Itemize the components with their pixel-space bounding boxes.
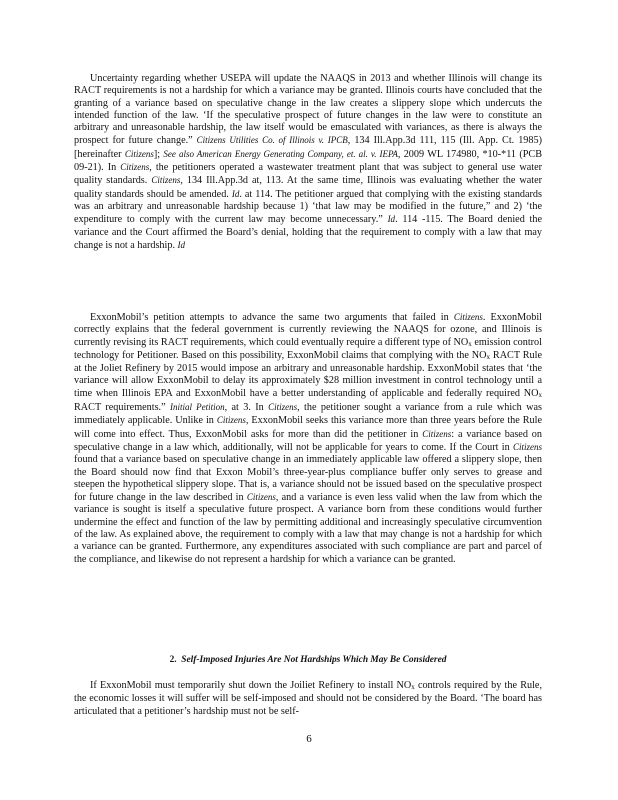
page-number: 6 bbox=[306, 733, 312, 745]
case-citation: Citizens bbox=[246, 492, 276, 503]
case-citation: Citizens bbox=[512, 441, 542, 452]
subscript: x bbox=[486, 352, 491, 361]
case-citation: Citizens bbox=[268, 402, 298, 413]
subscript: x bbox=[411, 683, 415, 691]
text-run: ]; bbox=[153, 148, 164, 160]
case-citation: Citizens bbox=[151, 175, 181, 186]
case-citation: Citizens bbox=[216, 415, 246, 426]
text-run: , at 3. In bbox=[224, 402, 269, 414]
case-citation: Citizens bbox=[453, 312, 483, 322]
subscript: x bbox=[538, 390, 542, 399]
text-run: If ExxonMobil must temporarily shut down the Joiliet Refinery to install NO bbox=[90, 680, 412, 691]
text-run: emission control technology for Petitioner. Based on this possibility, ExxonMobil claims that complying with the NO bbox=[74, 336, 542, 361]
case-citation: Citizens bbox=[124, 148, 154, 159]
section-number: 2. bbox=[169, 655, 177, 665]
case-citation: Initial Petition bbox=[170, 402, 225, 413]
case-citation: Id bbox=[387, 214, 396, 225]
body-paragraph bbox=[74, 680, 542, 718]
section-title: Self-Imposed Injuries Are Not Hardships Which May Be Considered bbox=[181, 655, 447, 665]
text-run: . 114 -115. The Board denied the variance and the Court affirmed the Board’s denial, holding that the requirement to comply with a law that may change is not a hardship. bbox=[74, 214, 542, 251]
case-citation: Citizens bbox=[120, 162, 150, 173]
case-citation: Id bbox=[177, 239, 186, 250]
text-run: RACT Rule at the Joliet Refinery by 2015 would impose an arbitrary and unreasonable hardship. ExxonMobil states that ‘the variance will allow ExxonMobil to delay its approximately $28 million investment in control technology until a time when Illinois EPA and ExxonMobil have a better understanding of applicable and federally required NO bbox=[74, 349, 542, 399]
text-run: . ExxonMobil correctly explains that the federal government is currently reviewing the NAAQS for ozone, and Illinois is currently revising its RACT requirements, which could eventually require a different type of NO bbox=[74, 312, 542, 348]
text-run: , and a variance is even less valid when the law from which the variance is sought is itself a speculative future prospect. A variance born from these conditions would further undermine the effect and function of the law by permitting additional and increasingly speculative circumvention of the law. As explained above, the requirement to comply with a law that may change is not a hardship for which a variance can be granted. Furthermore, any expenditures associated with such compliance are part and parcel of the compliance, and likewise do not represent a hardship for which a variance can be granted. bbox=[74, 492, 542, 565]
body-paragraph bbox=[74, 73, 542, 252]
text-run: Uncertainty regarding whether USEPA will update the NAAQS in 2013 and whether Illinois will change its RACT requirements is not a hardship for which a variance may be granted. Illinois courts have concluded that the granting of a variance based on speculative change in the law creates a slippery slope which undercuts the intended function of the law. ‘If the speculative prospect of future changes in the law were to constitute an arbitrary and unreasonable hardship, the law itself would be emasculated with variances, as there is always the prospect for future change.” bbox=[74, 73, 542, 147]
case-citation: Citizens bbox=[422, 428, 452, 439]
text-run: , the petitioner sought a variance from a rule which was immediately applicable. Unlike in bbox=[74, 402, 542, 427]
text-run: , 134 Ill.App.3d 111, 115 (Ill. App. Ct. 1985) [hereinafter bbox=[74, 135, 542, 160]
text-run: RACT requirements.” bbox=[74, 402, 170, 414]
case-citation: Citizens Utilities Co. of Illinois v. IPCB bbox=[196, 135, 348, 146]
case-citation: Id bbox=[231, 188, 240, 199]
section-heading bbox=[74, 655, 542, 665]
text-run: , 134 Ill.App.3d at, 113. At the same time, Illinois was evaluating whether the water quality standards should be amended. bbox=[74, 175, 542, 200]
text-run: controls required by the Rule, the economic losses it will suffer will be self-imposed and should not be considered by the Board. ‘The board has articulated that a petitioner’s hardship must not be self- bbox=[74, 680, 543, 717]
body-paragraph bbox=[74, 311, 542, 566]
text-run: , ExxonMobil seeks this variance more than three years before the Rule will come into effect. Thus, ExxonMobil asks for more than did the petitioner in bbox=[74, 415, 542, 440]
text-run: . at 114. The petitioner argued that complying with the existing standards was an arbitrary and unreasonable hardship because 1) ‘that law may be modified in the future,” and 2) ‘the expenditure to comply with the current law may become unnecessary.” bbox=[74, 188, 542, 226]
text-run: , 2009 WL 174980, *10-*11 (PCB 09-21). In bbox=[74, 148, 542, 174]
text-run: , the petitioners operated a wastewater treatment plant that was subject to general use water quality standards. bbox=[74, 162, 542, 187]
case-citation: See also American Energy Generating Company, et. al. v. IEPA bbox=[163, 148, 398, 159]
text-run: found that a variance based on speculative change in an immediately applicable law offered a slippery slope, then the Board should now find that Exxon Mobil’s three-year-plus compliance buffer only serves to grease and steepen the hypothetical slippery slope. That is, a variance should not be issued based on the speculative prospect for future change in the law described in bbox=[74, 454, 542, 504]
subscript: x bbox=[468, 339, 472, 348]
text-run: ExxonMobil’s petition attempts to advance the same two arguments that failed in bbox=[90, 312, 454, 323]
text-run: : a variance based on speculative change in a law which, additionally, will not be applicable for years to come. If the Court in bbox=[74, 428, 542, 453]
